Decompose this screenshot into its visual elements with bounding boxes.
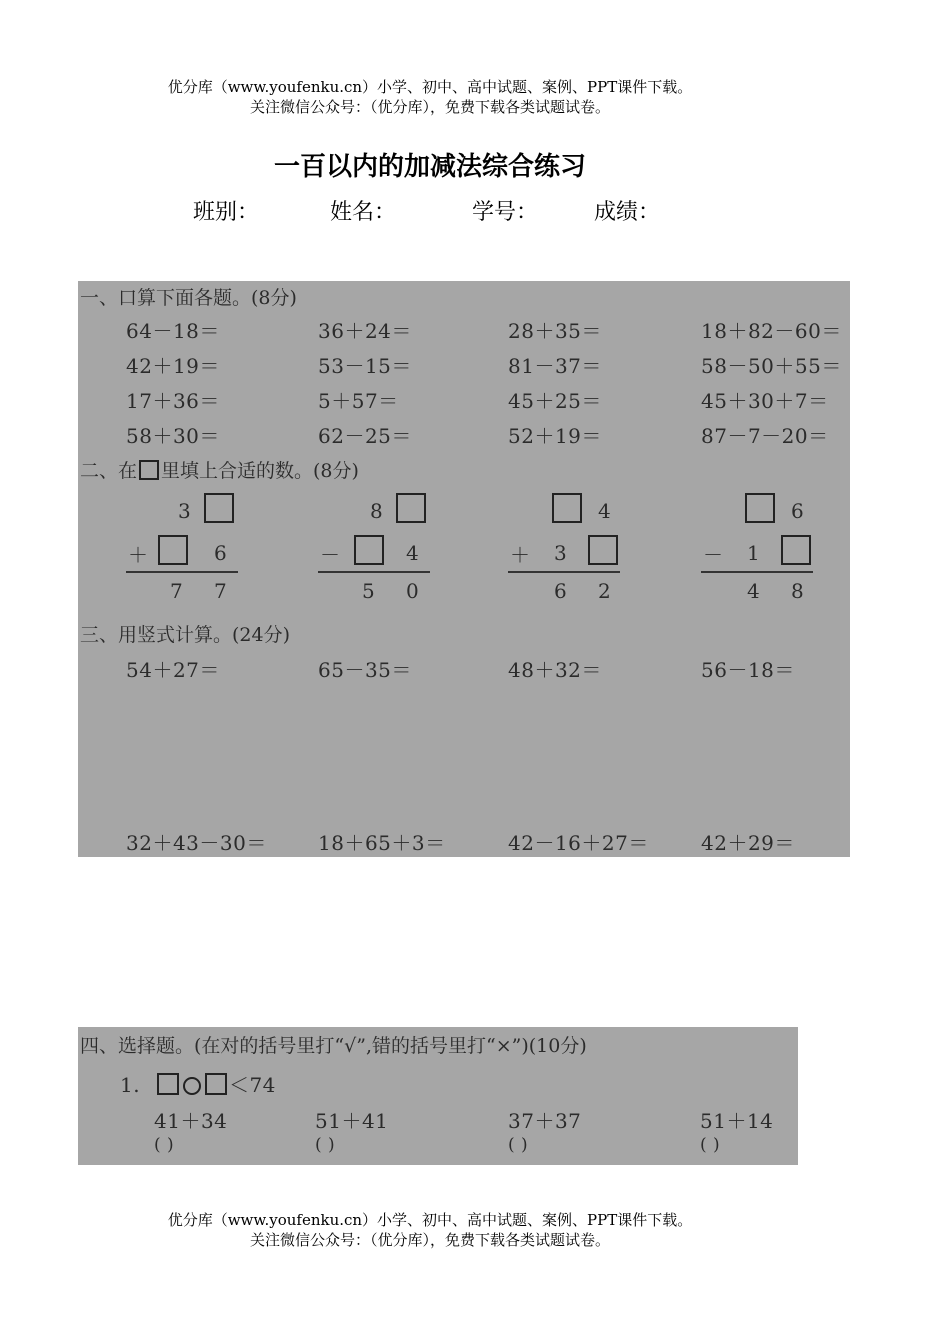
problem: 28＋35＝ xyxy=(508,319,602,343)
digit: 8 xyxy=(791,579,804,603)
footer-line-1: 优分库（www.youfenku.cn）小学、初中、高中试题、案例、PPT课件下载。 xyxy=(167,1211,693,1229)
digit: 4 xyxy=(406,541,419,565)
sum-line xyxy=(701,571,813,573)
answer-box[interactable] xyxy=(396,493,426,523)
student-id-label: 学号： xyxy=(472,200,539,225)
problem: 64－18＝ xyxy=(126,319,220,343)
problem: 18＋82－60＝ xyxy=(701,319,842,343)
problem: 56－18＝ xyxy=(701,658,795,682)
header-line-1: 优分库（www.youfenku.cn）小学、初中、高中试题、案例、PPT课件下载。 xyxy=(167,78,693,96)
vertical-problem-4 xyxy=(701,493,811,603)
digit: 2 xyxy=(598,579,611,603)
digit: 7 xyxy=(214,579,227,603)
problem: 42＋19＝ xyxy=(126,354,220,378)
answer-box[interactable] xyxy=(781,535,811,565)
digit: 8 xyxy=(370,499,383,523)
page-title: 一百以内的加减法综合练习 xyxy=(273,152,586,182)
blank-circle-icon xyxy=(183,1077,201,1095)
option: 37＋37 xyxy=(508,1109,582,1133)
digit: 6 xyxy=(791,499,804,523)
operator: ＋ xyxy=(128,543,148,567)
option: 51＋14 xyxy=(700,1109,774,1133)
problem: 42－16＋27＝ xyxy=(508,831,649,855)
section2-heading-post: 里填上合适的数。(8分) xyxy=(161,460,359,482)
answer-box[interactable] xyxy=(204,493,234,523)
option: 41＋34 xyxy=(154,1109,228,1133)
digit: 6 xyxy=(214,541,227,565)
problem: 62－25＝ xyxy=(318,424,412,448)
digit: 0 xyxy=(406,579,419,603)
problem: 18＋65＋3＝ xyxy=(318,831,446,855)
worksheet-scan-2 xyxy=(78,1027,798,1165)
section3-heading: 三、用竖式计算。(24分) xyxy=(80,624,291,646)
problem: 81－37＝ xyxy=(508,354,602,378)
answer-box[interactable] xyxy=(354,535,384,565)
digit: 4 xyxy=(598,499,611,523)
class-label: 班别： xyxy=(193,200,260,225)
problem: 45＋30＋7＝ xyxy=(701,389,829,413)
header-line-2: 关注微信公众号：（优分库），免费下载各类试题试卷。 xyxy=(249,98,610,116)
name-label: 姓名： xyxy=(330,200,397,225)
digit: 4 xyxy=(747,579,760,603)
answer-box[interactable] xyxy=(158,535,188,565)
digit: 3 xyxy=(178,499,191,523)
problem: 5＋57＝ xyxy=(318,389,399,413)
answer-paren[interactable]: ( ) xyxy=(700,1135,721,1155)
problem: 45＋25＝ xyxy=(508,389,602,413)
question-1 xyxy=(120,1069,276,1098)
question-suffix: ＜74 xyxy=(228,1073,276,1097)
sum-line xyxy=(318,571,430,573)
problem: 53－15＝ xyxy=(318,354,412,378)
sum-line xyxy=(126,571,238,573)
answer-box[interactable] xyxy=(588,535,618,565)
problem: 42＋29＝ xyxy=(701,831,795,855)
digit: 3 xyxy=(554,541,567,565)
problem: 52＋19＝ xyxy=(508,424,602,448)
problem: 58－50＋55＝ xyxy=(701,354,842,378)
blank-box-icon xyxy=(139,460,159,480)
digit: 7 xyxy=(170,579,183,603)
vertical-problem-3 xyxy=(508,493,618,603)
blank-box-icon xyxy=(205,1073,227,1095)
answer-paren[interactable]: ( ) xyxy=(315,1135,336,1155)
blank-box-icon xyxy=(157,1073,179,1095)
vertical-problem-1 xyxy=(126,493,236,603)
question-number: 1. xyxy=(120,1073,141,1097)
worksheet-scan-1 xyxy=(78,281,850,857)
problem: 87－7－20＝ xyxy=(701,424,829,448)
operator: ＋ xyxy=(510,543,530,567)
operator: － xyxy=(320,543,340,567)
answer-paren[interactable]: ( ) xyxy=(154,1135,175,1155)
problem: 48＋32＝ xyxy=(508,658,602,682)
section2-heading xyxy=(80,456,359,483)
answer-paren[interactable]: ( ) xyxy=(508,1135,529,1155)
digit: 6 xyxy=(554,579,567,603)
problem: 58＋30＝ xyxy=(126,424,220,448)
score-label: 成绩： xyxy=(594,200,661,225)
operator: － xyxy=(703,543,723,567)
sum-line xyxy=(508,571,620,573)
digit: 1 xyxy=(747,541,760,565)
problem: 54＋27＝ xyxy=(126,658,220,682)
option: 51＋41 xyxy=(315,1109,389,1133)
problem: 65－35＝ xyxy=(318,658,412,682)
section1-heading: 一、口算下面各题。(8分) xyxy=(80,287,297,309)
answer-box[interactable] xyxy=(745,493,775,523)
problem: 32＋43－30＝ xyxy=(126,831,267,855)
problem: 36＋24＝ xyxy=(318,319,412,343)
digit: 5 xyxy=(362,579,375,603)
section2-heading-pre: 二、在 xyxy=(80,460,138,482)
vertical-problem-2 xyxy=(318,493,428,603)
site-header xyxy=(0,77,860,117)
answer-box[interactable] xyxy=(552,493,582,523)
section4-heading: 四、选择题。(在对的括号里打“√”,错的括号里打“×”)(10分) xyxy=(80,1035,587,1057)
problem: 17＋36＝ xyxy=(126,389,220,413)
site-footer xyxy=(0,1210,860,1250)
footer-line-2: 关注微信公众号：（优分库），免费下载各类试题试卷。 xyxy=(249,1231,610,1249)
